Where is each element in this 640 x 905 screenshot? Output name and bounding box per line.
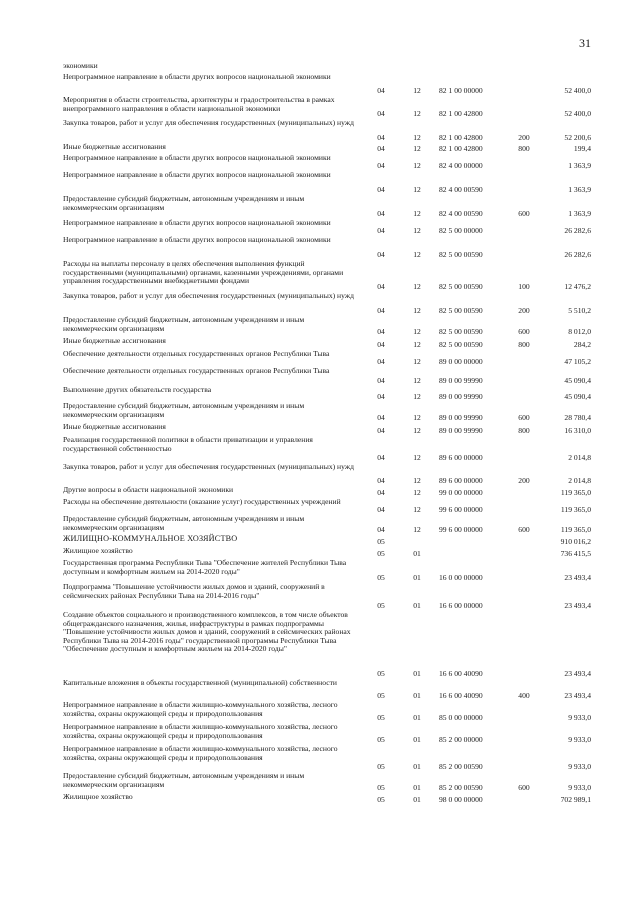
- row-section: 05: [377, 783, 385, 793]
- row-name: Предоставление субсидий бюджетным, автономным учреждениям и иным некоммерческим организациям: [63, 771, 305, 789]
- row-target-code: 82 1 00 42800: [439, 144, 483, 154]
- row-section: 04: [377, 86, 385, 96]
- row-section: 04: [377, 226, 385, 236]
- row-expense-type: [509, 583, 539, 611]
- row-expense-type: [509, 171, 539, 195]
- row-subsection: 12: [413, 86, 421, 96]
- table-row: [63, 515, 603, 535]
- row-expense-type: 600: [518, 327, 530, 337]
- row-amount: 23 493,4: [564, 669, 591, 679]
- row-section: 04: [377, 426, 385, 436]
- row-name: Закупка товаров, работ и услуг для обеспечения государственных (муниципальных) нужд: [63, 462, 354, 471]
- row-amount: 284,2: [573, 340, 591, 350]
- row-amount: 52 200,6: [564, 133, 591, 143]
- row-subsection: 12: [413, 144, 421, 154]
- table-section-row: [63, 535, 603, 547]
- table-row: [63, 498, 603, 515]
- row-target-code: [433, 62, 509, 73]
- row-subsection: 12: [413, 282, 421, 292]
- row-name: Расходы на выплаты персоналу в целях обеспечения выполнения функций государственными (муниципальными) органами, казенными учреждениями, органами управления государственными внебюджетными фондами: [63, 259, 344, 286]
- row-subsection: 12: [413, 413, 421, 423]
- row-section: 04: [377, 144, 385, 154]
- row-subsection: 01: [413, 783, 421, 793]
- table-row: [63, 154, 603, 171]
- row-name: Непрограммное направление в области других вопросов национальной экономики: [63, 153, 331, 162]
- row-amount: 12 476,2: [564, 282, 591, 292]
- row-expense-type: 800: [518, 144, 530, 154]
- row-section: 04: [377, 161, 385, 171]
- table-row: [63, 316, 603, 337]
- row-expense-type: 200: [518, 476, 530, 486]
- row-subsection: 12: [413, 392, 421, 402]
- row-section: 04: [377, 376, 385, 386]
- table-row: [63, 292, 603, 316]
- row-name: Создание объектов социального и производственного комплексов, в том числе объектов общегражданского назначения, жилья, инфраструктуры в рамках подпрограммы "Повышение устойчивости жилых домов и зданий, сооружений в сейсмических районах Республики Тыва на 2014-2016 годы" государственной программы Республики Тыва "Обеспечение доступным и комфортным жильем на 2014-2020 годы": [63, 610, 351, 654]
- row-expense-type: [509, 219, 539, 236]
- row-expense-type: 200: [518, 306, 530, 316]
- row-subsection: 01: [413, 795, 421, 805]
- row-expense-type: [509, 498, 539, 515]
- row-name: Мероприятия в области строительства, архитектуры и градостроительства в рамках внепрограммного направления в области национальной экономики: [63, 95, 335, 113]
- row-section: 05: [377, 549, 385, 559]
- row-expense-type: 600: [518, 525, 530, 535]
- row-target-code: 99 6 00 00000: [439, 525, 483, 535]
- row-subsection: 12: [413, 185, 421, 195]
- budget-table-body: [63, 62, 603, 805]
- row-target-code: 82 4 00 00590: [439, 209, 483, 219]
- row-section: 05: [377, 713, 385, 723]
- row-target-code: 16 0 00 00000: [439, 573, 483, 583]
- row-expense-type: [509, 547, 539, 559]
- row-name: Непрограммное направление в области жилищно-коммунального хозяйства, лесного хозяйства, охраны окружающей среды и природопользования: [63, 722, 338, 740]
- row-section: 04: [377, 282, 385, 292]
- row-target-code: [433, 547, 509, 559]
- row-expense-type: [509, 154, 539, 171]
- row-expense-type: [509, 559, 539, 583]
- row-amount: 26 282,6: [564, 226, 591, 236]
- row-amount: 2 014,8: [568, 453, 591, 463]
- table-row: [63, 195, 603, 219]
- row-subsection: 12: [413, 109, 421, 119]
- row-target-code: 82 4 00 00000: [439, 161, 483, 171]
- row-section: 04: [377, 392, 385, 402]
- row-name: Непрограммное направление в области других вопросов национальной экономики: [63, 218, 331, 227]
- row-section: 05: [377, 573, 385, 583]
- row-target-code: 89 6 00 00000: [439, 476, 483, 486]
- row-target-code: 16 6 00 40090: [439, 669, 483, 679]
- row-name: Непрограммное направление в области других вопросов национальной экономики: [63, 72, 331, 81]
- row-amount: [539, 62, 603, 73]
- row-name: Обеспечение деятельности отдельных государственных органов Республики Тыва: [63, 366, 330, 375]
- row-amount: 2 014,8: [568, 476, 591, 486]
- row-expense-type: 200: [518, 133, 530, 143]
- row-subsection: 12: [413, 340, 421, 350]
- row-subsection: 12: [413, 476, 421, 486]
- row-section: 05: [377, 762, 385, 772]
- row-section: 05: [377, 537, 385, 547]
- row-section: 05: [377, 669, 385, 679]
- row-section: 04: [377, 250, 385, 260]
- row-name: Предоставление субсидий бюджетным, автономным учреждениям и иным некоммерческим организациям: [63, 401, 305, 419]
- row-section: 04: [377, 327, 385, 337]
- row-section: 04: [377, 109, 385, 119]
- row-name: ЖИЛИЩНО-КОММУНАЛЬНОЕ ХОЗЯЙСТВО: [63, 534, 238, 543]
- row-amount: 52 400,0: [564, 109, 591, 119]
- row-section: 04: [377, 209, 385, 219]
- row-target-code: 82 5 00 00590: [439, 306, 483, 316]
- table-row: [63, 583, 603, 611]
- row-expense-type: 600: [518, 413, 530, 423]
- row-amount: 199,4: [573, 144, 591, 154]
- row-expense-type: 800: [518, 426, 530, 436]
- row-name: Другие вопросы в области национальной экономики: [63, 485, 234, 494]
- row-target-code: 98 0 00 00000: [439, 795, 483, 805]
- row-expense-type: [509, 62, 539, 73]
- row-expense-type: 800: [518, 340, 530, 350]
- row-amount: 45 090,4: [564, 376, 591, 386]
- row-expense-type: 600: [518, 209, 530, 219]
- row-expense-type: 400: [518, 691, 530, 701]
- row-subsection: 01: [413, 601, 421, 611]
- row-target-code: 82 5 00 00590: [439, 340, 483, 350]
- row-expense-type: [509, 486, 539, 498]
- table-row: [63, 236, 603, 260]
- row-target-code: 89 6 00 00000: [439, 453, 483, 463]
- row-target-code: [433, 535, 509, 547]
- row-section: [361, 62, 401, 73]
- row-name: Предоставление субсидий бюджетным, автономным учреждениям и иным некоммерческим организациям: [63, 315, 305, 333]
- row-subsection: 01: [413, 713, 421, 723]
- row-section: 04: [377, 306, 385, 316]
- row-subsection: 12: [413, 426, 421, 436]
- row-target-code: 16 6 00 40090: [439, 691, 483, 701]
- row-section: 05: [377, 735, 385, 745]
- row-name: Предоставление субсидий бюджетным, автономным учреждениям и иным некоммерческим организациям: [63, 514, 305, 532]
- row-target-code: 89 0 00 99990: [439, 426, 483, 436]
- row-amount: 16 310,0: [564, 426, 591, 436]
- row-section: 04: [377, 357, 385, 367]
- row-target-code: 85 2 00 00000: [439, 735, 483, 745]
- row-section: 04: [377, 453, 385, 463]
- row-name: Предоставление субсидий бюджетным, автономным учреждениям и иным некоммерческим организациям: [63, 194, 305, 212]
- row-amount: 9 933,0: [568, 762, 591, 772]
- budget-table: [63, 62, 603, 805]
- table-row: [63, 96, 603, 119]
- row-target-code: 99 6 00 00000: [439, 505, 483, 515]
- row-subsection: 01: [413, 691, 421, 701]
- row-subsection: 01: [413, 762, 421, 772]
- row-target-code: 99 0 00 00000: [439, 488, 483, 498]
- row-amount: 23 493,4: [564, 691, 591, 701]
- row-name: Иные бюджетные ассигнования: [63, 142, 166, 151]
- table-row: [63, 171, 603, 195]
- row-subsection: 12: [413, 209, 421, 219]
- row-target-code: 82 5 00 00590: [439, 282, 483, 292]
- row-subsection: 01: [413, 573, 421, 583]
- table-row: [63, 701, 603, 723]
- table-row: [63, 611, 603, 679]
- row-section: 04: [377, 525, 385, 535]
- row-subsection: 01: [413, 549, 421, 559]
- table-row: [63, 260, 603, 292]
- row-subsection: 12: [413, 376, 421, 386]
- row-expense-type: [509, 73, 539, 96]
- row-subsection: 01: [413, 669, 421, 679]
- row-expense-type: [509, 793, 539, 805]
- row-expense-type: [509, 723, 539, 745]
- row-amount: 45 090,4: [564, 392, 591, 402]
- row-expense-type: [509, 367, 539, 386]
- row-amount: 702 989,1: [560, 795, 591, 805]
- table-row: [63, 367, 603, 386]
- row-name: Капитальные вложения в объекты государственной (муниципальной) собственности: [63, 678, 337, 687]
- row-expense-type: 600: [518, 783, 530, 793]
- row-subsection: 12: [413, 226, 421, 236]
- row-subsection: 12: [413, 525, 421, 535]
- row-target-code: 82 1 00 42800: [439, 133, 483, 143]
- row-expense-type: [509, 236, 539, 260]
- row-target-code: 82 5 00 00000: [439, 226, 483, 236]
- row-name: Непрограммное направление в области жилищно-коммунального хозяйства, лесного хозяйства, охраны окружающей среды и природопользования: [63, 744, 338, 762]
- row-name: Расходы на обеспечение деятельности (оказание услуг) государственных учреждений: [63, 497, 341, 506]
- row-expense-type: [509, 386, 539, 402]
- table-row: [63, 119, 603, 143]
- row-target-code: 89 0 00 00000: [439, 357, 483, 367]
- table-row: [63, 73, 603, 96]
- row-target-code: 16 6 00 00000: [439, 601, 483, 611]
- row-expense-type: [509, 436, 539, 463]
- row-subsection: 12: [413, 133, 421, 143]
- row-target-code: 82 1 00 00000: [439, 86, 483, 96]
- row-name: Реализация государственной политики в области приватизации и управления государственной собственностью: [63, 435, 313, 453]
- row-amount: 28 780,4: [564, 413, 591, 423]
- table-row: [63, 793, 603, 805]
- table-row: [63, 386, 603, 402]
- row-expense-type: [509, 350, 539, 367]
- row-name: Обеспечение деятельности отдельных государственных органов Республики Тыва: [63, 349, 330, 358]
- row-section: 04: [377, 413, 385, 423]
- row-subsection: [401, 535, 433, 547]
- row-amount: 910 016,2: [560, 537, 591, 547]
- row-target-code: 82 5 00 00590: [439, 327, 483, 337]
- row-amount: 52 400,0: [564, 86, 591, 96]
- row-subsection: 12: [413, 488, 421, 498]
- row-target-code: 89 0 00 99990: [439, 413, 483, 423]
- table-row: [63, 219, 603, 236]
- row-target-code: 85 0 00 00000: [439, 713, 483, 723]
- table-row: [63, 559, 603, 583]
- row-expense-type: 100: [518, 282, 530, 292]
- table-row: [63, 436, 603, 463]
- row-name: Иные бюджетные ассигнования: [63, 422, 166, 431]
- page-number: 31: [579, 36, 591, 50]
- row-subsection: 12: [413, 453, 421, 463]
- row-name: Непрограммное направление в области других вопросов национальной экономики: [63, 235, 331, 244]
- row-subsection: 01: [413, 735, 421, 745]
- table-row: [63, 772, 603, 793]
- row-subsection: 12: [413, 327, 421, 337]
- row-section: 04: [377, 476, 385, 486]
- row-subsection: 12: [413, 306, 421, 316]
- row-amount: 26 282,6: [564, 250, 591, 260]
- row-name: Непрограммное направление в области других вопросов национальной экономики: [63, 170, 331, 179]
- row-section: 05: [377, 601, 385, 611]
- row-name: Жилищное хозяйство: [63, 792, 133, 801]
- table-row: [63, 463, 603, 486]
- row-subsection: 12: [413, 161, 421, 171]
- row-amount: 119 365,0: [560, 488, 591, 498]
- row-name: Непрограммное направление в области жилищно-коммунального хозяйства, лесного хозяйства, охраны окружающей среды и природопользования: [63, 700, 338, 718]
- row-amount: 9 933,0: [568, 713, 591, 723]
- row-name: Государственная программа Республики Тыва "Обеспечение жителей Республики Тыва доступным и комфортным жильем на 2014-2020 годы": [63, 558, 347, 576]
- row-amount: 8 012,0: [568, 327, 591, 337]
- row-amount: 9 933,0: [568, 783, 591, 793]
- table-row: [63, 723, 603, 745]
- row-section: 05: [377, 691, 385, 701]
- row-expense-type: [509, 535, 539, 547]
- row-amount: 1 363,9: [568, 209, 591, 219]
- row-section: 04: [377, 340, 385, 350]
- row-amount: 119 365,0: [560, 525, 591, 535]
- row-name: Иные бюджетные ассигнования: [63, 336, 166, 345]
- row-subsection: 12: [413, 250, 421, 260]
- row-amount: 23 493,4: [564, 573, 591, 583]
- row-name: Подпрограмма "Повышение устойчивости жилых домов и зданий, сооружений в сейсмических районах Республики Тыва на 2014-2016 годы": [63, 582, 325, 600]
- row-expense-type: [509, 611, 539, 679]
- row-name: Закупка товаров, работ и услуг для обеспечения государственных (муниципальных) нужд: [63, 118, 354, 127]
- row-expense-type: [509, 701, 539, 723]
- table-row: [63, 679, 603, 701]
- row-section: 05: [377, 795, 385, 805]
- row-name: Выполнение других обязательств государства: [63, 385, 212, 394]
- row-expense-type: [509, 96, 539, 119]
- table-row: [63, 402, 603, 423]
- row-amount: 9 933,0: [568, 735, 591, 745]
- row-target-code: 82 4 00 00590: [439, 185, 483, 195]
- row-target-code: 89 0 00 99990: [439, 392, 483, 402]
- row-amount: 1 363,9: [568, 185, 591, 195]
- row-amount: 47 105,2: [564, 357, 591, 367]
- table-row: [63, 350, 603, 367]
- row-section: 04: [377, 505, 385, 515]
- table-row: [63, 745, 603, 772]
- row-amount: 1 363,9: [568, 161, 591, 171]
- row-target-code: 85 2 00 00590: [439, 762, 483, 772]
- row-subsection: 12: [413, 357, 421, 367]
- row-target-code: 89 0 00 99990: [439, 376, 483, 386]
- row-amount: 736 415,5: [560, 549, 591, 559]
- row-subsection: [401, 62, 433, 73]
- row-name: Закупка товаров, работ и услуг для обеспечения государственных (муниципальных) нужд: [63, 291, 354, 300]
- row-name: Жилищное хозяйство: [63, 546, 133, 555]
- row-subsection: 12: [413, 505, 421, 515]
- row-section: 04: [377, 133, 385, 143]
- row-amount: 23 493,4: [564, 601, 591, 611]
- row-target-code: 85 2 00 00590: [439, 783, 483, 793]
- row-amount: 5 510,2: [568, 306, 591, 316]
- row-name: экономики: [63, 61, 98, 70]
- row-target-code: 82 5 00 00590: [439, 250, 483, 260]
- row-section: 04: [377, 185, 385, 195]
- row-expense-type: [509, 745, 539, 772]
- row-target-code: 82 1 00 42800: [439, 109, 483, 119]
- row-amount: 119 365,0: [560, 505, 591, 515]
- row-section: 04: [377, 488, 385, 498]
